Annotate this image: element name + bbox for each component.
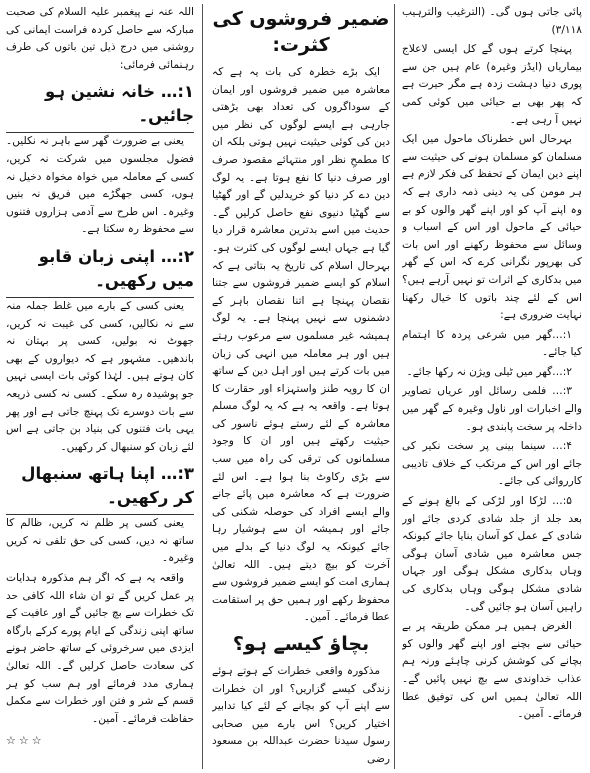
paragraph: یعنی کسی پر ظلم نہ کریں، ظالم کا ساتھ نہ دیں، کسی کی حق تلفی نہ کریں وغیرہ۔ xyxy=(6,517,194,565)
point-heading-3: ۳:… اپنا ہاتھ سنبھال کر رکھیں۔ xyxy=(6,458,194,515)
paragraph: پہنچا کرتے ہوں گے کل ایسی لاعلاج بیماریاں (ایڈز وغیرہ) عام ہیں جن سے پوری دنیا دہشت زدہ ہے مگر حیرت ہے کہ پھر بھی بے حیائی میں کوئی کمی نہیں آ رہی ہے۔ xyxy=(402,43,582,126)
list-item: ۴:… سینما بینی پر سخت نکیر کی جائے اور اس کے مرتکب کے خلاف تادیبی کارروائی کی جائے۔ xyxy=(402,440,582,488)
paragraph: ایک بڑے خطرہ کی بات یہ ہے کہ معاشرہ میں ضمیر فروشوں اور ایمان کے سوداگروں کی تعداد بھی بڑھتی جارہی ہے ایسے لوگوں کی نظر میں دین کی کوئی حیثیت نہیں ہوتی بلکہ ان کا مطمحِ نظر اور منتہائے مقصود صرف اور صرف دنیا کا نفع ہوتا ہے۔ یہ لوگ دین دے کر دنیا کو خریدلیں گے اور گھٹیا سے گھٹیا دنیوی نفع حاصل کرلیں گے۔ حدیث میں اسے بدترین معاشرہ قرار دیا گیا ہے جہاں ایسے لوگوں کی کثرت ہو۔ بہرحال اسلام کی تاریخ یہ بتاتی ہے کہ اسلام کو ایسے ضمیر فروشوں سے جتنا نقصان پہنچا ہے اتنا نقصان باہر کے دشمنوں سے نہیں پہنچا ہے۔ یہ لوگ ہمیشہ غیر مسلموں سے مرعوب رہتے ہیں اور ہر معاملہ میں انہی کی زبان میں بات کرتے ہیں اور اہل دین کے ساتھ ان کا رویہ طنز واستہزاء اور حقارت کا ہوتا ہے۔ واقعہ یہ ہے کہ یہ لوگ مسلم معاشرہ کے لئے رستے ہوئے ناسور کی حیثیت رکھتے ہیں اور ان کا وجود مسلمانوں کی ترقی کی راہ میں سب سے بڑی رکاوٹ بنا ہوا ہے۔ اس لئے ضرورت ہے کہ معاشرہ میں پائے جانے والے ایسے افراد کی حوصلہ شکنی کی جائے اور ہمیشہ ان سے ہوشیار رہا جائے کیونکہ یہ لوگ دنیا کے بدلے میں آخرت کو بیچ دیتے ہیں۔ اللہ تعالیٰ ہماری امت کو ایسے ضمیر فروشوں سے محفوظ رکھے اور ہمیں حق پر استقامت عطا فرمائے۔ آمین۔ xyxy=(212,66,390,624)
column-divider xyxy=(202,4,203,769)
paragraph: بہرحال اس خطرناک ماحول میں ایک مسلمان کو مسلمان ہونے کی حیثیت سے اپنے دین ایمان کے تحفظ کی فکر لازم ہے ہر مومن کی یہ دینی ذمہ داری ہے کہ وہ اپنے آپ کو اور اپنے گھر والوں کو بے حیائی کے ماحول اور اس کے اسباب و وسائل سے محفوظ رکھنے اور اس بات کی بھرپور نگرانی کرے کہ اس کے گھر میں بدکاری کے اثرات تو نہیں آرہے ہیں؟ اس کے لئے چند باتوں کا خیال رکھنا نہایت ضروری ہے: xyxy=(402,133,582,322)
paragraph: پائی جاتی ہوں گی۔ (الترغیب والترہیب ۳/۱۱۸) xyxy=(402,6,582,36)
section-heading: ضمیر فروشوں کی کثرت: xyxy=(212,8,390,56)
list-item: ۵:… لڑکا اور لڑکی کے بالغ ہونے کے بعد جلد از جلد شادی کردی جائے اور شادی کے عمل کو آسان بنایا جائے کیونکہ جس معاشرہ میں شادی آسان ہوگی وہاں بدکاری مشکل ہوگی اور جہاں شادی مشکل ہوگی وہاں بدکاری کی راہیں آسان ہو جائیں گی۔ xyxy=(402,495,582,613)
column-divider xyxy=(394,4,395,769)
paragraph: الغرض ہمیں ہر ممکن طریقہ پر بے حیائی سے بچنے اور اپنے گھر والوں کو بچانے کی کوشش کرنی چاہئے ورنہ ہم عذاب خداوندی سے بچ نہیں پائیں گے۔ اللہ تعالیٰ ہمیں اس کی توفیق عطا فرمائے۔ آمین۔ xyxy=(402,620,582,721)
paragraph: مذکورہ واقعی خطرات کے ہوتے ہوئے زندگی کیسے گزاریں؟ اور ان خطرات سے اپنے آپ کو بچانے کے لئے کیا تدابیر اختیار کریں؟ اس بارے میں صحابی رسول سیدنا حضرت عبداللہ بن مسعود رضی xyxy=(212,665,390,765)
section-end-stars: ☆☆☆ xyxy=(6,734,45,748)
left-column xyxy=(6,4,194,769)
paragraph: واقعہ یہ ہے کہ اگر ہم مذکورہ ہدایات پر عمل کریں گے تو ان شاء اللہ کافی حد تک خطرات سے بچ جائیں گے اور عافیت کے ساتھ اپنی زندگی کے ایام پورے کرکے بارگاہ ایزدی میں سرخروئی کے ساتھ حاضر ہونے کی سعادت حاصل کرلیں گے۔ اللہ تعالیٰ ہماری مدد فرمائے اور ہم سب کو ہر قسم کے شر و فتن اور خطرات سے مکمل حفاظت فرمائے۔ آمین۔ xyxy=(6,572,194,725)
list-item: ۲:…گھر میں ٹیلی ویژن نہ رکھا جائے۔ xyxy=(406,365,572,378)
section-subheading: بچاؤ کیسے ہو؟ xyxy=(232,633,370,655)
list-item: ۱:…گھر میں شرعی پردہ کا اہتمام کیا جائے۔ xyxy=(402,328,582,359)
paragraph: اللہ عنہ نے پیغمبر علیہ السلام کی صحبت مبارکہ سے حاصل کردہ فراست ایمانی کی روشنی میں درج ذیل تین باتوں کی طرف رہنمائی فرمائی: xyxy=(6,6,194,71)
paragraph: یعنی کسی کے بارے میں غلط جملہ منہ سے نہ نکالیں، کسی کی غیبت نہ کریں، جھوٹ نہ بولیں، کسی پر بہتان نہ باندھیں۔ مشہور ہے کہ دیواروں کے بھی کان ہوتے ہیں۔ لہٰذا کوئی بات ایسی نہیں جو پوشیدہ رہ سکے۔ کسی نہ کسی ذریعہ سے بات دوسرے تک پہنچ جاتی ہے اور پھر یہی بات فتنوں کی بنیاد بن جاتی ہے اس لئے زبان کو سنبھال کر رکھیں۔ xyxy=(6,299,194,453)
point-heading-2: ۲:… اپنی زبان قابو میں رکھیں۔ xyxy=(6,241,194,298)
right-column xyxy=(402,4,582,769)
list-item: ۳:… فلمی رسائل اور عریاں تصاویر والے اخبارات اور ناول وغیرہ کے گھر میں داخلہ پر سخت پابندی ہو۔ xyxy=(402,385,582,433)
paragraph: یعنی بے ضرورت گھر سے باہر نہ نکلیں۔ فضول مجلسوں میں شرکت نہ کریں، کسی کے معاملہ میں خواہ مخواہ دخیل نہ ہوں، کسی جھگڑے میں فریق نہ بنیں وغیرہ۔ اس طرح سے آدمی ہزاروں فتنوں سے محفوظ رہ سکتا ہے۔ xyxy=(6,135,194,236)
middle-column xyxy=(212,4,390,769)
point-heading-1: ۱:… خانہ نشین ہو جائیں۔ xyxy=(6,76,194,133)
